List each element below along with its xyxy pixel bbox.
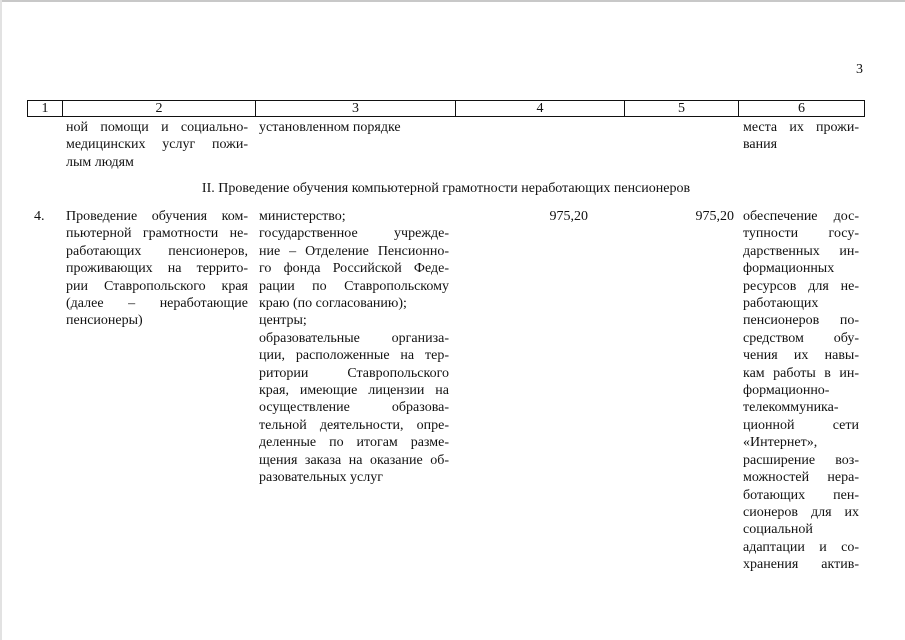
text-line: государственное учрежде- — [259, 226, 449, 242]
header-col-6: 6 — [738, 101, 864, 116]
text-line: ботающих пен- — [743, 487, 859, 503]
header-col-3: 3 — [255, 101, 455, 116]
text-line: «Интернет», — [743, 435, 818, 451]
row4-measure-cell — [66, 208, 248, 330]
text-line: вания — [743, 137, 778, 153]
continuation-cell-col2 — [66, 119, 248, 171]
text-line: пьютерной грамотности не- — [66, 226, 248, 242]
text-line: медицинских услуг пожи- — [66, 137, 248, 153]
header-col-5: 5 — [624, 101, 738, 116]
text-line: тельной деятельности, опре- — [259, 417, 449, 433]
text-line: социальной — [743, 522, 813, 538]
text-line: го фонда Российской Феде- — [259, 261, 449, 277]
text-line: формационно- — [743, 383, 830, 399]
text-line: формационных — [743, 261, 835, 277]
text-line: ресурсов для не- — [743, 278, 859, 294]
text-line: лым людям — [66, 154, 134, 170]
scan-left-edge — [0, 0, 2, 640]
text-line: рии Ставропольского края — [66, 278, 248, 294]
text-line: можностей нера- — [743, 470, 859, 486]
text-line: чения их навы- — [743, 348, 859, 364]
text-line: хранения актив- — [743, 557, 859, 573]
text-line: ции, расположенные на тер- — [259, 348, 449, 364]
text-line: ционной сети — [743, 417, 859, 433]
text-line: работающих пенсионеров, — [66, 243, 248, 259]
text-line: работающих — [743, 296, 819, 312]
text-line: центры; — [259, 313, 307, 329]
row4-result-cell — [743, 208, 859, 574]
table-header-row — [27, 100, 865, 117]
row4-col4-amount: 975,20 — [549, 209, 588, 224]
text-line: дарственных ин- — [743, 243, 859, 259]
section-title: II. Проведение обучения компьютерной грамотности неработающих пенсионеров — [201, 181, 691, 196]
text-line: установленном порядке — [259, 120, 401, 135]
text-line: расширение воз- — [743, 452, 859, 468]
text-line: разовательных услуг — [259, 470, 383, 486]
scan-top-edge — [0, 0, 905, 2]
text-line: места их прожи- — [743, 120, 859, 135]
text-line: рации по Ставропольскому — [259, 278, 449, 294]
text-line: щения заказа на оказание об- — [259, 452, 449, 468]
text-line: средством обу- — [743, 330, 859, 346]
continuation-cell-col6 — [743, 119, 859, 154]
header-col-1: 1 — [41, 101, 49, 116]
text-line: Проведение обучения ком- — [66, 209, 248, 224]
text-line: обеспечение дос- — [743, 209, 859, 224]
text-line: сионеров для их — [743, 504, 859, 520]
header-col-2: 2 — [62, 101, 255, 116]
text-line: (далее – неработающие — [66, 296, 248, 312]
text-line: ной помощи и социально- — [66, 120, 248, 135]
text-line: образовательные организа- — [259, 330, 449, 346]
row-number: 4. — [34, 209, 45, 224]
text-line: проживающих на террито- — [66, 261, 248, 277]
text-line: тупности госу- — [743, 226, 859, 242]
text-line: деленные по итогам разме- — [259, 435, 449, 451]
text-line: ритории Ставропольского — [259, 365, 449, 381]
text-line: адаптации и со- — [743, 539, 859, 555]
text-line: краю (по согласованию); — [259, 296, 407, 312]
text-line: кам работы в ин- — [743, 365, 859, 381]
continuation-cell-col3 — [259, 119, 449, 136]
text-line: осуществление образова- — [259, 400, 449, 416]
header-col-4: 4 — [455, 101, 624, 116]
text-line: министерство; — [259, 209, 346, 224]
text-line: ние – Отделение Пенсионно- — [259, 243, 449, 259]
row4-executors-cell — [259, 208, 449, 487]
text-line: края, имеющие лицензии на — [259, 383, 449, 399]
text-line: пенсионеров по- — [743, 313, 859, 329]
text-line: пенсионеры) — [66, 313, 143, 329]
page-number: 3 — [856, 62, 863, 77]
text-line: телекоммуника- — [743, 400, 839, 416]
row4-col5-amount: 975,20 — [695, 209, 734, 224]
